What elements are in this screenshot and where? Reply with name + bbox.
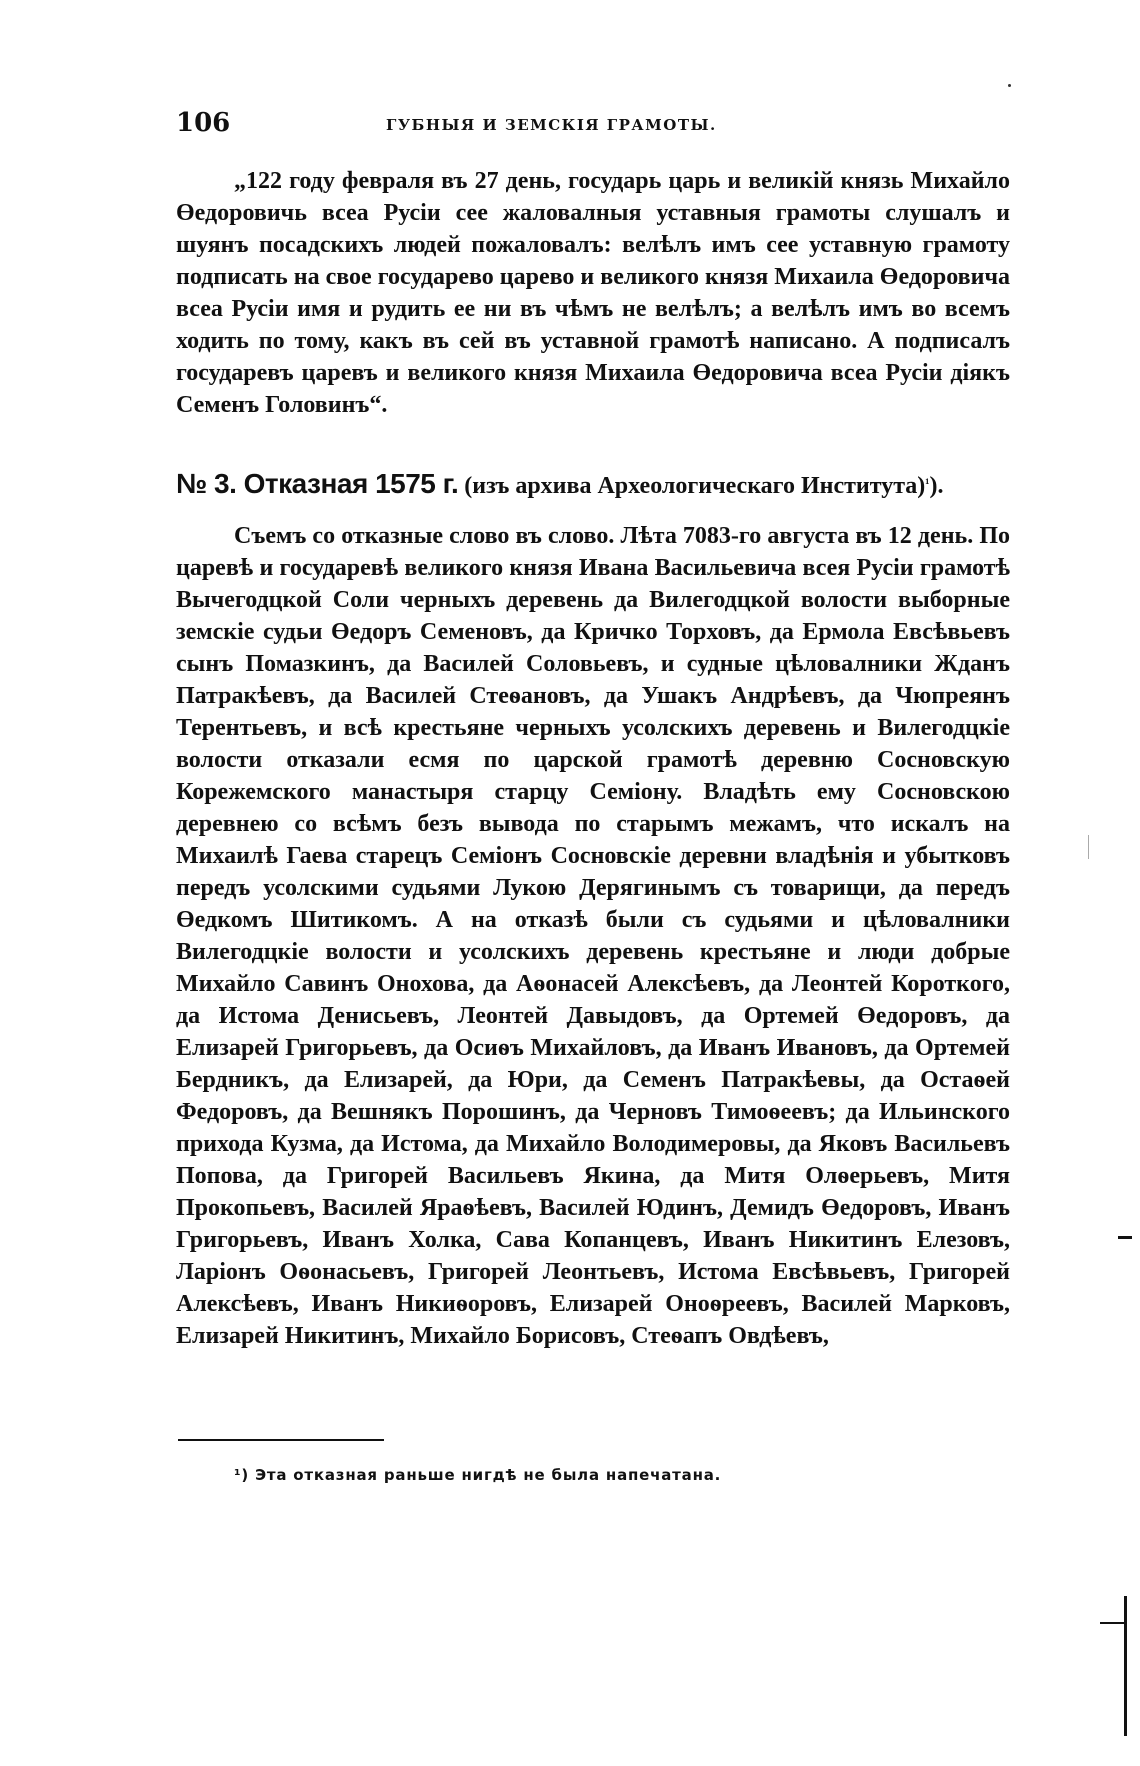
footnote-rule xyxy=(178,1439,384,1441)
paragraph-charter-signature xyxy=(176,165,1010,421)
margin-scratch xyxy=(1088,835,1089,859)
running-head xyxy=(176,108,1010,148)
section-heading xyxy=(176,468,1010,508)
footnote-reference: ¹ xyxy=(925,477,930,492)
page-number: 106 xyxy=(176,108,231,138)
margin-speck xyxy=(1008,84,1011,87)
section-source-text: (изъ архива Археологическаго Института) xyxy=(464,473,926,499)
footnote-mark: ¹) xyxy=(234,1466,250,1484)
running-title: ГУБНЫЯ И ЗЕМСКІЯ ГРАМОТЫ. xyxy=(386,116,717,134)
paragraph-text: Съемъ со отказные слово въ слово. Лѣта 7083-го августа въ 12 день. По царевѣ и государевѣ великого князя Ивана Васильевича всея Русіи грамотѣ Вычегодцкой Соли черныхъ деревень да Вилегодцкой волости выборные земскіе судьи Өедоръ Семеновъ, да Кричко Торховъ, да Ермола Евсѣвьевъ сынъ Помазкинъ, да Василей Соловьевъ, и судные цѣловалники Жданъ Патракѣевъ, да Василей Стеѳановъ, да Ушакъ Андрѣевъ, да Чюпреянъ Терентьевъ, и всѣ крестьяне черныхъ усолскихъ деревень и Вилегодцкіе волости отказали есмя по царской грамотѣ деревню Сосновскую Корежемского манастыря старцу Семіону. Владѣть ему Сосновскою деревнею со всѣмъ безъ вывода по старымъ межамъ, что искалъ на Михаилѣ Гаева старецъ Семіонъ Сосновскіе деревни владѣнія и убытковъ передъ усолскими судьями Лукою Дерягинымъ съ товарищи, да передъ Өедкомъ Шитикомъ. А на отказѣ были съ судьями и цѣловалники Вилегодцкіе волости и усолскихъ деревень крестьяне и люди добрые Михайло Савинъ Онохова, да Аѳонасей Алексѣевъ, да Леонтей Короткого, да Истома Денисьевъ, Леонтей Давыдовъ, да Ортемей Өедоровъ, да Елизарей Григорьевъ, да Осиѳъ Михайловъ, да Иванъ Ивановъ, да Ортемей Бердникъ, да Елизарей, да Юри, да Семенъ Патракѣевы, да Остаѳей Федоровъ, да Вешнякъ Порошинъ, да Черновъ Тимоѳеевъ; да Ильинского прихода Кузма, да Истома, да Михайло Володимеровы, да Яковъ Васильевъ Попова, да Григорей Васильевъ Якина, да Митя Олѳерьевъ, Митя Прокопьевъ, Василей Яраѳѣевъ, Василей Юдинъ, Демидъ Өедоровъ, Иванъ Григорьевъ, Иванъ Холка, Сава Копанцевъ, Иванъ Никитинъ Елезовъ, Ларіонъ Оѳонасьевъ, Григорей Леонтьевъ, Истома Евсѣвьевъ, Григорей Алексѣевъ, Иванъ Никиѳоровъ, Елизарей Оноѳреевъ, Василей Марковъ, Елизарей Никитинъ, Михайло Борисовъ, Стеѳапъ Овдѣевъ, xyxy=(176,523,1010,1349)
margin-bracket-line xyxy=(1124,1596,1127,1736)
section-note-end: ). xyxy=(929,473,944,499)
footnote xyxy=(234,1463,934,1487)
paragraph-text: „122 году февраля въ 27 день, государь царь и великій князь Михайло Өедоровичь всеа Русіи сее жаловалныя уставныя грамоты слушалъ и шуянъ посадскихъ людей пожаловалъ: велѣлъ имъ сее уставную грамоту подписать на свое государево царево и великого князя Михаила Өедоровича всеа Русіи имя и рудить ее ни въ чѣмъ не велѣлъ; а велѣлъ имъ во всемъ ходить по тому, какъ въ сей въ уставной грамотѣ написано. А подписалъ государевъ царевъ и великого князя Михаила Өедоровича всеа Русіи діякъ Семенъ Головинъ“. xyxy=(176,168,1010,418)
paragraph-otkaznaya xyxy=(176,520,1010,1352)
section-source-note xyxy=(464,473,943,499)
margin-bracket-tick xyxy=(1100,1622,1124,1624)
footnote-text: Эта отказная раньше нигдѣ не была напечатана. xyxy=(255,1466,722,1484)
margin-tick-mark xyxy=(1118,1236,1132,1239)
section-title: № 3. Отказная 1575 г. xyxy=(176,468,459,499)
